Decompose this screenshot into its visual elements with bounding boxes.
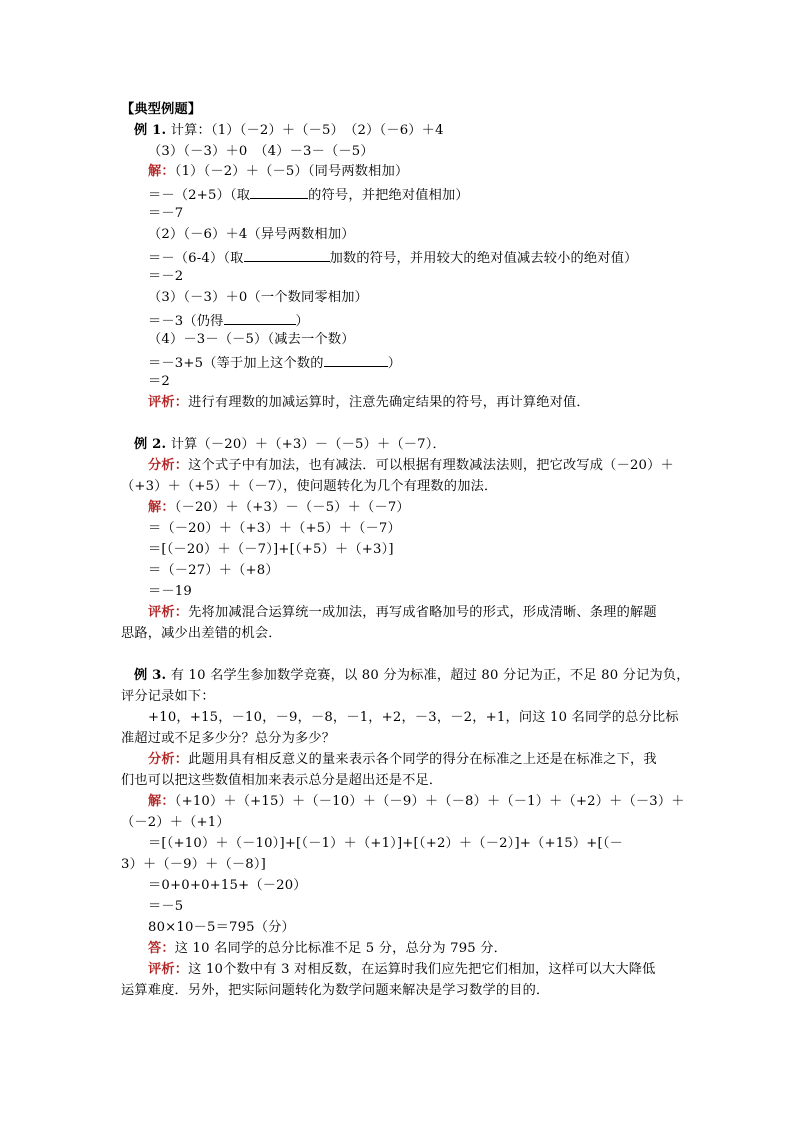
ex1-solution-label: 解： (148, 164, 175, 179)
ex1-solution-line1 (148, 164, 408, 180)
ex1-solution-line2 (148, 185, 469, 204)
ex3-solution-line2: （－2）＋（+1） (121, 815, 230, 830)
fill-in-blank (244, 248, 330, 262)
ex3-solution-line5: ＝0+0+0+15+（－20） (148, 878, 307, 893)
ex3-review-line2: 运算难度．另外，把实际问题转化为数学问题来解决是学习数学的目的． (121, 983, 550, 998)
ex1-review-text: 进行有理数的加减运算时，注意先确定结果的符号，再计算绝对值． (188, 395, 590, 410)
fill-in-blank (224, 311, 296, 325)
ex1-solution-line3: ＝－7 (148, 206, 184, 221)
ex3-answer (148, 941, 507, 957)
fill-in-blank (250, 185, 308, 199)
ex1-solution-line10 (148, 353, 401, 372)
ex2-analysis-line2: （+3）＋（+5）＋（－7），使问题转化为几个有理数的加法． (121, 479, 498, 494)
ex3-answer-label: 答： (148, 941, 175, 956)
ex2-solution-line3: ＝[（－20）＋（－7）]+[（+5）＋（+3）] (148, 542, 394, 557)
ex2-analysis-text: 这个式子中有加法，也有减法．可以根据有理数减法法则，把它改写成（－20）＋ (188, 458, 674, 473)
ex3-analysis-text: 此题用具有相反意义的量来表示各个同学的得分在标准之上还是在标准之下，我 (188, 752, 657, 767)
ex1-question-line2: （3）（－3）＋0 （4）－3－（－5） (148, 144, 374, 159)
ex3-review-label: 评析： (148, 962, 189, 977)
ex1-solution-line6: ＝－2 (148, 269, 184, 284)
ex2-review-line1 (148, 605, 657, 621)
ex3-analysis-line2: 们也可以把这些数值相加来表示总分是超出还是不足． (121, 773, 443, 788)
ex2-solution-text: （－20）＋（+3）－（－5）＋（－7） (174, 500, 410, 515)
ex3-question-line2: 评分记录如下： (121, 689, 215, 704)
ex3-label: 例 3. (134, 668, 167, 683)
ex2-solution-label: 解： (148, 500, 175, 515)
ex3-solution-label: 解： (148, 794, 175, 809)
ex3-solution-line1 (148, 794, 685, 810)
ex3-review-text: 这 10个数中有 3 对相反数，在运算时我们应先把它们相加，这样可以大大降低 (188, 962, 656, 977)
ex3-review-line1 (148, 962, 656, 978)
ex2-solution-line1 (148, 500, 410, 516)
ex1-s2-text-b: 的符号，并把绝对值相加） (308, 188, 469, 203)
ex1-solution-line9: （4）－3－（－5）（减去一个数） (148, 332, 355, 347)
ex1-s5-text-b: 加数的符号，并用较大的绝对值减去较小的绝对值） (329, 251, 638, 266)
ex3-question-text: 有 10 名学生参加数学竞赛，以 80 分为标准，超过 80 分记为正，不足 80 分记为负， (166, 668, 690, 683)
ex2-solution-line2: ＝（－20）＋（+3）＋（+5）＋（－7） (148, 521, 401, 536)
ex1-review (148, 395, 590, 411)
ex1-s8-text-a: ＝－3（仍得 (148, 314, 224, 329)
ex1-solution-line4: （2）（－6）＋4（异号两数相加） (148, 227, 355, 242)
ex1-s5-text-a: ＝－（6-4）（取 (148, 251, 244, 266)
ex2-analysis-label: 分析： (148, 458, 189, 473)
fill-in-blank (324, 353, 388, 367)
ex1-question-line1 (134, 123, 444, 139)
ex3-analysis-label: 分析： (148, 752, 189, 767)
ex3-question-line4: 准超过或不足多少分？总分为多少？ (121, 731, 336, 746)
ex3-solution-line4: 3）＋（－9）＋（－8）] (121, 857, 267, 872)
ex2-analysis-line1 (148, 458, 674, 474)
ex3-question-line1 (134, 668, 690, 684)
ex1-label: 例 1. (134, 123, 167, 138)
ex2-review-line2: 思路，减少出差错的机会． (121, 626, 282, 641)
ex1-review-label: 评析： (148, 395, 189, 410)
ex3-solution-line7: 80×10－5＝795（分） (148, 920, 295, 935)
section-title: 【典型例题】 (121, 102, 202, 117)
ex1-s8-text-b: ） (295, 314, 309, 329)
ex1-solution-line11: ＝2 (148, 374, 170, 389)
ex2-review-text: 先将加减混合运算统一成加法，再写成省略加号的形式，形成清晰、条理的解题 (188, 605, 657, 620)
ex2-solution-line4: ＝（－27）＋（+8） (148, 563, 279, 578)
ex1-solution-line7: （3）（－3）＋0（一个数同零相加） (148, 290, 368, 305)
ex2-question-text: 计算（－20）＋（+3）－（－5）＋（－7）． (166, 437, 446, 452)
ex2-question (134, 437, 446, 453)
ex1-s10-text-a: ＝－3+5（等于加上这个数的 (148, 356, 324, 371)
ex3-solution-line3: ＝[（+10）＋（－10）]+[（－1）＋（+1）]+[（+2）＋（－2）]+（+15）+[（－ (148, 836, 624, 851)
ex1-s10-text-b: ） (387, 356, 402, 371)
ex3-solution-text: （+10）＋（+15）＋（－10）＋（－9）＋（－8）＋（－1）＋（+2）＋（－3）＋ (174, 794, 685, 809)
ex2-review-label: 评析： (148, 605, 189, 620)
ex1-question-text: 计算：（1）（－2）＋（－5） （2）（－6）＋4 (166, 123, 444, 138)
ex1-solution-line5 (148, 248, 637, 267)
ex2-solution-line5: ＝－19 (148, 584, 192, 599)
ex1-solution-line8 (148, 311, 309, 330)
ex3-answer-text: 这 10 名同学的总分比标准不足 5 分，总分为 795 分． (174, 941, 508, 956)
ex3-solution-line6: ＝－5 (148, 899, 184, 914)
ex3-question-line3: +10，+15，－10，－9，－8，－1，+2，－3，－2，+1，问这 10 名同学的总分比标 (148, 710, 679, 725)
ex2-label: 例 2. (134, 437, 167, 452)
ex1-s2-text-a: ＝－（2+5）（取 (148, 188, 251, 203)
ex3-analysis-line1 (148, 752, 657, 768)
ex1-solution-text: （1）（－2）＋（－5）（同号两数相加） (174, 164, 409, 179)
